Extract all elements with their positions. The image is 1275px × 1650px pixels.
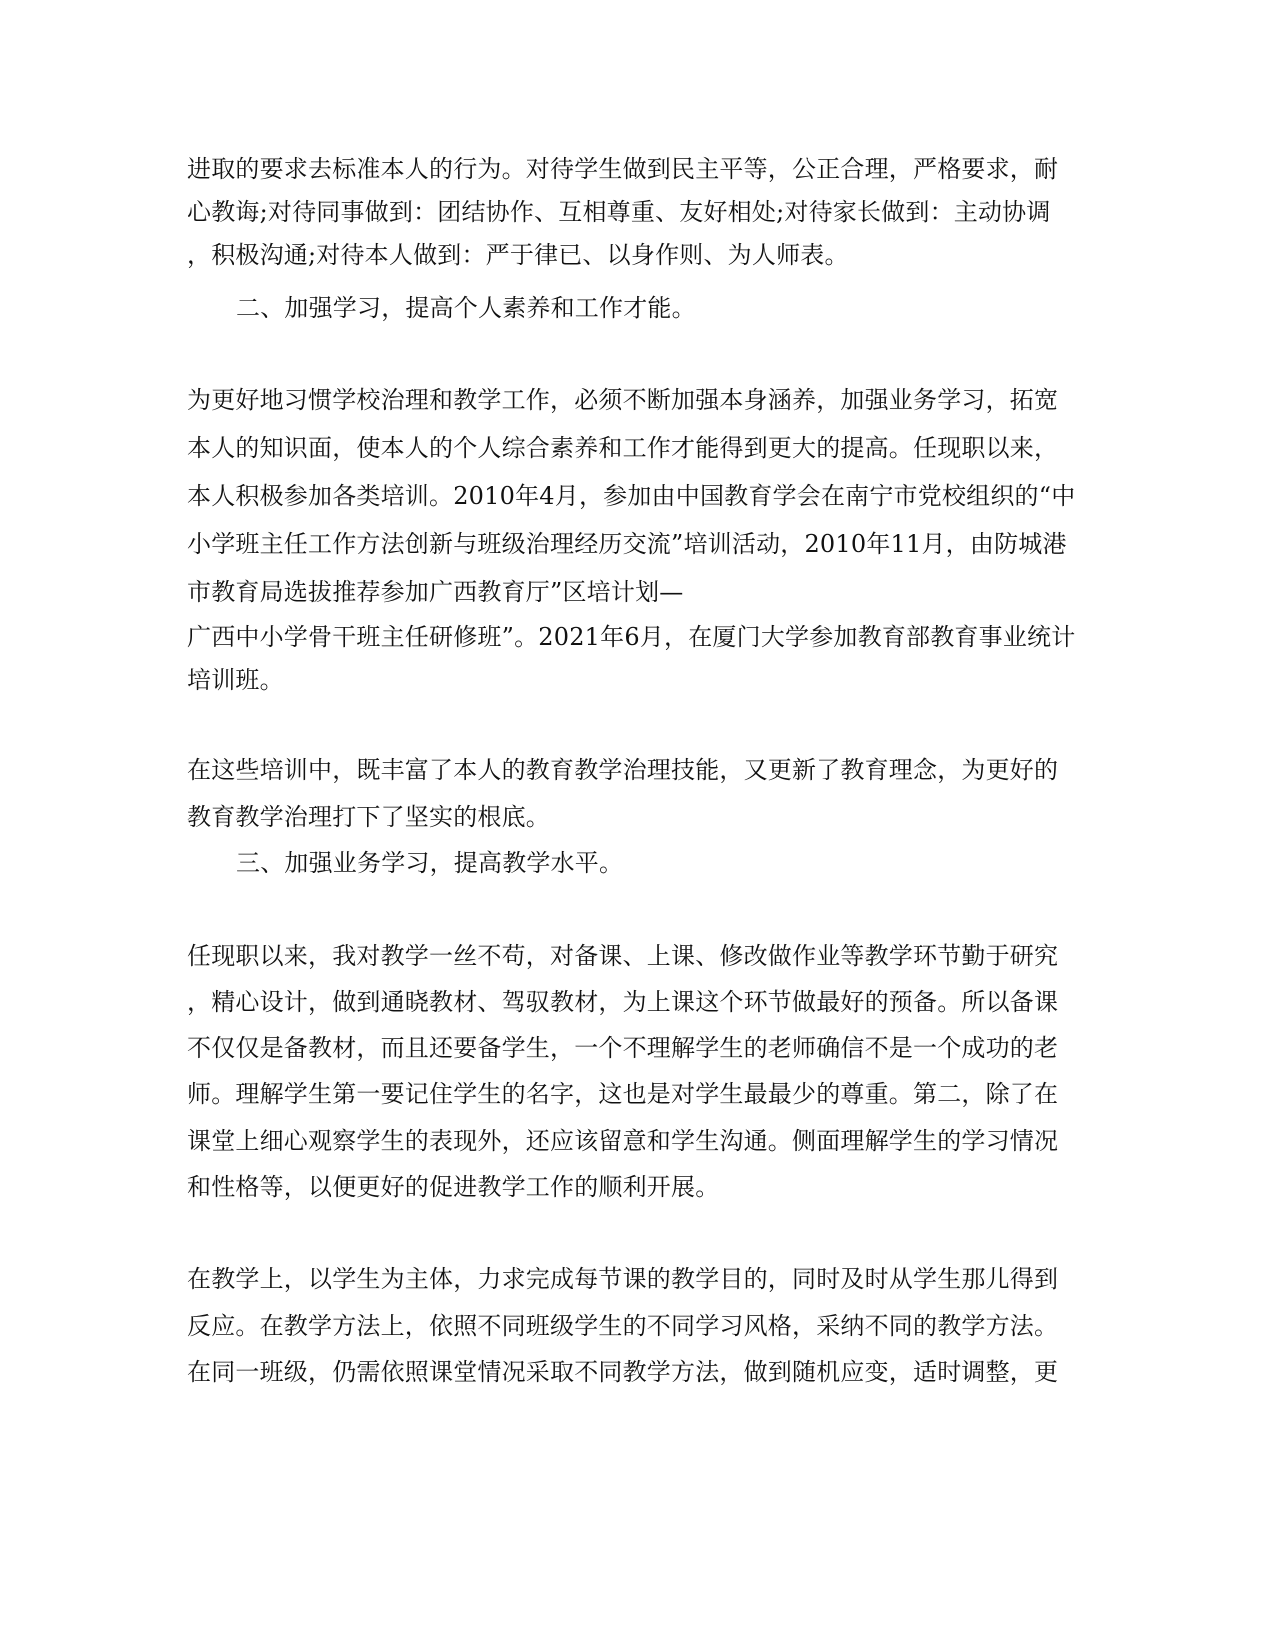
text-line: 为更好地习惯学校治理和教学工作，必须不断加强本身涵养，加强业务学习，拓宽	[187, 386, 1059, 414]
section-heading: 二、加强学习，提高个人素养和工作才能。	[236, 294, 696, 322]
text-line: 课堂上细心观察学生的表现外，还应该留意和学生沟通。侧面理解学生的学习情况	[187, 1127, 1059, 1155]
text-line: 不仅仅是备教材，而且还要备学生，一个不理解学生的老师确信不是一个成功的老	[187, 1034, 1059, 1062]
text-line: 在这些培训中，既丰富了本人的教育教学治理技能，又更新了教育理念，为更好的	[187, 756, 1059, 784]
section-heading: 三、加强业务学习，提高教学水平。	[236, 849, 624, 877]
text-line: 本人的知识面，使本人的个人综合素养和工作才能得到更大的提高。任现职以来，	[187, 434, 1059, 462]
text-line: 进取的要求去标准本人的行为。对待学生做到民主平等，公正合理，严格要求，耐	[187, 155, 1059, 183]
text-line: 小学班主任工作方法创新与班级治理经历交流”培训活动，2010年11月，由防城港	[187, 530, 1067, 558]
text-line: 广西中小学骨干班主任研修班”。2021年6月，在厦门大学参加教育部教育事业统计	[187, 623, 1076, 651]
text-line: 培训班。	[187, 666, 284, 694]
text-line: 本人积极参加各类培训。2010年4月，参加由中国教育学会在南宁市党校组织的“中	[187, 482, 1076, 510]
text-line: 师。理解学生第一要记住学生的名字，这也是对学生最最少的尊重。第二，除了在	[187, 1080, 1059, 1108]
text-line: 在教学上，以学生为主体，力求完成每节课的教学目的，同时及时从学生那儿得到	[187, 1265, 1059, 1293]
text-line: 和性格等，以便更好的促进教学工作的顺利开展。	[187, 1173, 720, 1201]
text-line: 在同一班级，仍需依照课堂情况采取不同教学方法，做到随机应变，适时调整，更	[187, 1358, 1059, 1386]
text-line: 心教诲;对待同事做到：团结协作、互相尊重、友好相处;对待家长做到：主动协调	[187, 198, 1051, 226]
text-line: 任现职以来，我对教学一丝不苟，对备课、上课、修改做作业等教学环节勤于研究	[187, 942, 1059, 970]
text-line: 反应。在教学方法上，依照不同班级学生的不同学习风格，采纳不同的教学方法。	[187, 1312, 1059, 1340]
text-line: ，积极沟通;对待本人做到：严于律已、以身作则、为人师表。	[187, 241, 849, 269]
text-line: ，精心设计，做到通晓教材、驾驭教材，为上课这个环节做最好的预备。所以备课	[187, 988, 1059, 1016]
text-line: 市教育局选拔推荐参加广西教育厅”区培计划—	[187, 578, 684, 606]
text-line: 教育教学治理打下了坚实的根底。	[187, 803, 550, 831]
